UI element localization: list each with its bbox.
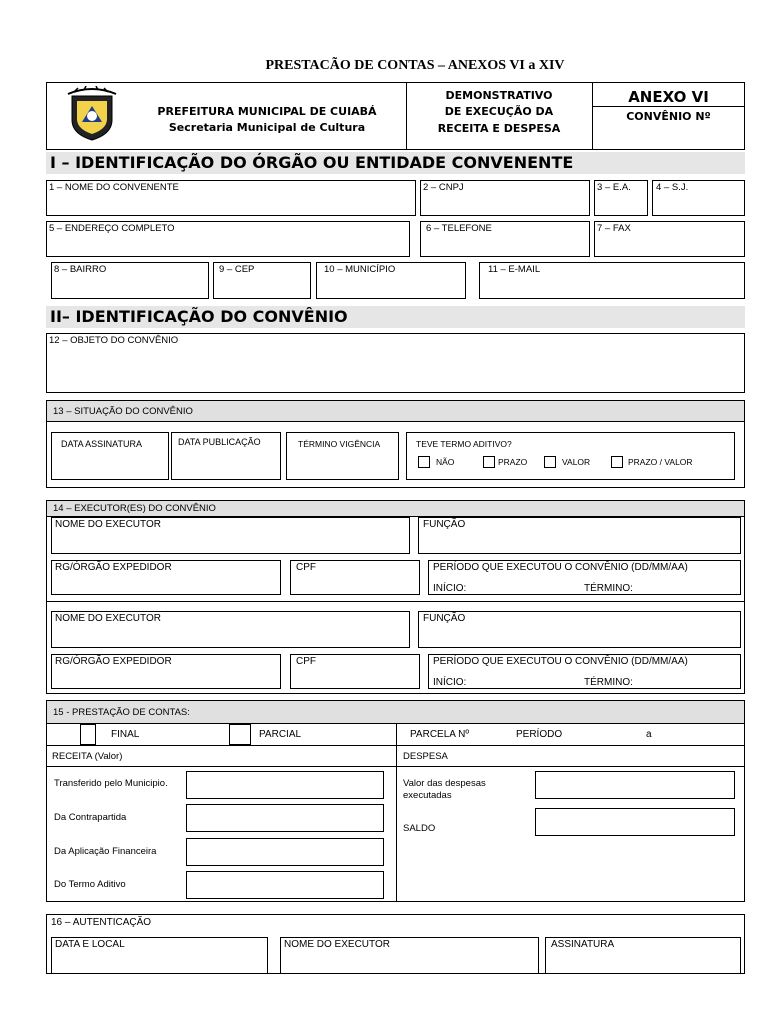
periodo-label: PERÍODO bbox=[516, 729, 563, 740]
parcial-checkbox[interactable] bbox=[229, 724, 251, 745]
executor-divider bbox=[46, 601, 745, 602]
section-15-heading: 15 - PRESTAÇÃO DE CONTAS: bbox=[46, 700, 745, 724]
demo-title-3: RECEITA E DESPESA bbox=[437, 122, 561, 135]
valor-label: VALOR bbox=[562, 457, 591, 467]
org-department: Secretaria Municipal de Cultura bbox=[168, 121, 366, 134]
aplicacao-input[interactable] bbox=[186, 838, 384, 866]
telefone-label: 6 – TELEFONE bbox=[426, 223, 492, 234]
parcela-label: PARCELA Nº bbox=[410, 729, 470, 740]
periodo-2-label: PERÍODO QUE EXECUTOU O CONVÊNIO (DD/MM/AA) bbox=[433, 656, 688, 667]
final-checkbox[interactable] bbox=[80, 724, 96, 745]
org-name: PREFEITURA MUNICIPAL DE CUIABÁ bbox=[157, 105, 377, 118]
email-label: 11 – E-MAIL bbox=[488, 264, 541, 275]
header-divider bbox=[592, 106, 745, 107]
convenio-number-label: CONVÊNIO Nº bbox=[626, 110, 711, 123]
valor-despesas-label-2: executadas bbox=[403, 790, 452, 801]
prazo-valor-checkbox[interactable] bbox=[611, 456, 623, 468]
page-title: PRESTACÃO DE CONTAS – ANEXOS VI a XIV bbox=[265, 58, 565, 73]
aplicacao-label: Da Aplicação Financeira bbox=[54, 846, 157, 857]
funcao-1-field[interactable] bbox=[418, 517, 741, 554]
termo-aditivo-input[interactable] bbox=[186, 871, 384, 899]
funcao-2-label: FUNÇÃO bbox=[423, 613, 466, 624]
row-divider bbox=[46, 766, 745, 767]
anexo-label: ANEXO VI bbox=[628, 88, 709, 106]
cep-label: 9 – CEP bbox=[219, 264, 255, 275]
valor-despesas-label: Valor das despesas bbox=[403, 778, 486, 789]
section-13-heading: 13 – SITUAÇÃO DO CONVÊNIO bbox=[46, 400, 745, 422]
funcao-2-field[interactable] bbox=[418, 611, 741, 648]
objeto-label: 12 – OBJETO DO CONVÊNIO bbox=[49, 335, 179, 346]
final-label: FINAL bbox=[111, 729, 140, 740]
nome-executor-1-label: NOME DO EXECUTOR bbox=[55, 519, 161, 530]
column-divider bbox=[396, 724, 397, 902]
demo-title-1: DEMONSTRATIVO bbox=[445, 89, 553, 102]
inicio-1-label: INÍCIO: bbox=[433, 583, 467, 594]
crest-logo bbox=[64, 86, 120, 142]
demo-title-2: DE EXECUÇÃO DA bbox=[444, 105, 554, 118]
termino-vigencia-label: TÉRMINO VIGÊNCIA bbox=[298, 439, 381, 449]
cpf-1-label: CPF bbox=[296, 562, 316, 573]
contrapartida-label: Da Contrapartida bbox=[54, 812, 127, 823]
prazo-label: PRAZO bbox=[498, 457, 528, 467]
valor-despesas-input[interactable] bbox=[535, 771, 735, 799]
saldo-label: SALDO bbox=[403, 823, 436, 834]
periodo-a-label: a bbox=[646, 729, 652, 740]
transferido-label: Transferido pelo Municipio. bbox=[54, 778, 168, 789]
termo-aditivo-label: Do Termo Aditivo bbox=[54, 879, 126, 890]
section-1-heading: I – IDENTIFICAÇÃO DO ÓRGÃO OU ENTIDADE CONVENENTE bbox=[46, 152, 745, 174]
funcao-1-label: FUNÇÃO bbox=[423, 519, 466, 530]
periodo-1-label: PERÍODO QUE EXECUTOU O CONVÊNIO (DD/MM/AA) bbox=[433, 562, 688, 573]
cpf-2-label: CPF bbox=[296, 656, 316, 667]
sj-label: 4 – S.J. bbox=[656, 182, 689, 193]
prazo-checkbox[interactable] bbox=[483, 456, 495, 468]
nao-label: NÃO bbox=[436, 457, 455, 467]
data-publicacao-label: DATA PUBLICAÇÃO bbox=[178, 437, 261, 447]
prazo-valor-label: PRAZO / VALOR bbox=[628, 457, 693, 467]
inicio-2-label: INÍCIO: bbox=[433, 677, 467, 688]
rg-1-label: RG/ÓRGÃO EXPEDIDOR bbox=[55, 562, 172, 573]
section-14-heading: 14 – EXECUTOR(ES) DO CONVÊNIO bbox=[46, 500, 745, 517]
data-assinatura-label: DATA ASSINATURA bbox=[61, 439, 143, 449]
despesa-label: DESPESA bbox=[403, 751, 448, 762]
saldo-input[interactable] bbox=[535, 808, 735, 836]
termino-2-label: TÉRMINO: bbox=[584, 677, 633, 688]
receita-label: RECEITA (Valor) bbox=[52, 751, 123, 762]
assinatura-label: ASSINATURA bbox=[551, 939, 615, 950]
contrapartida-input[interactable] bbox=[186, 804, 384, 832]
parcial-label: PARCIAL bbox=[259, 729, 302, 740]
bairro-label: 8 – BAIRRO bbox=[54, 264, 107, 275]
termo-aditivo-question: TEVE TERMO ADITIVO? bbox=[416, 439, 512, 449]
ea-label: 3 – E.A. bbox=[597, 182, 631, 193]
nome-executor-2-label: NOME DO EXECUTOR bbox=[55, 613, 161, 624]
rg-2-label: RG/ÓRGÃO EXPEDIDOR bbox=[55, 656, 172, 667]
valor-checkbox[interactable] bbox=[544, 456, 556, 468]
fax-label: 7 – FAX bbox=[597, 223, 631, 234]
transferido-input[interactable] bbox=[186, 771, 384, 799]
nome-convenente-label: 1 – NOME DO CONVENENTE bbox=[49, 182, 179, 193]
data-local-label: DATA E LOCAL bbox=[55, 939, 125, 950]
termino-1-label: TÉRMINO: bbox=[584, 583, 633, 594]
nao-checkbox[interactable] bbox=[418, 456, 430, 468]
section-16-heading: 16 – AUTENTICAÇÃO bbox=[51, 917, 152, 928]
municipio-label: 10 – MUNICÍPIO bbox=[324, 264, 396, 275]
cnpj-label: 2 – CNPJ bbox=[423, 182, 464, 193]
endereco-label: 5 – ENDEREÇO COMPLETO bbox=[49, 223, 175, 234]
nome-executor-autenticacao-label: NOME DO EXECUTOR bbox=[284, 939, 390, 950]
section-2-heading: II– IDENTIFICAÇÃO DO CONVÊNIO bbox=[46, 306, 745, 328]
